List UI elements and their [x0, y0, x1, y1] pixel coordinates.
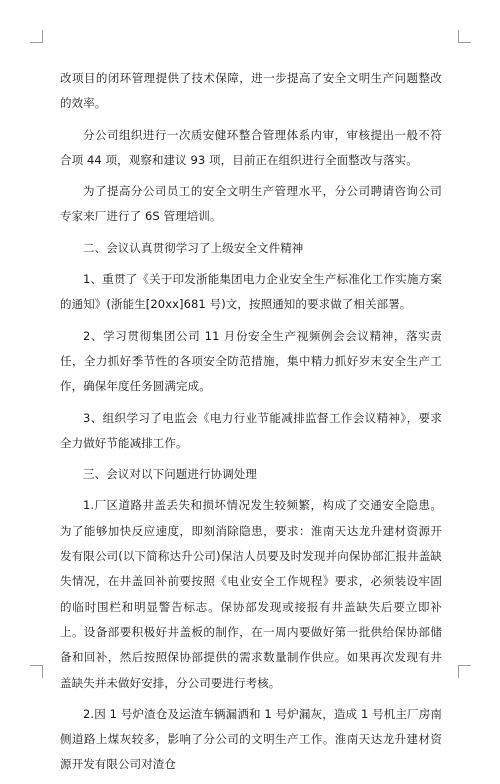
crop-mark-top-left — [30, 30, 43, 43]
paragraph-6s-training: 为了提高分公司员工的安全文明生产管理水平，分公司聘请咨询公司专家来厂进行了 6S 管理培训。 — [60, 184, 442, 224]
paragraph-internal-audit: 分公司组织进行一次质安健环整合管理体系内审，审核提出一般不符合项 44 项，观察和建议 93 项，目前正在组织进行全面整改与落实。 — [60, 127, 442, 167]
paragraph-item-3-1: 1.厂区道路井盖丢失和损坏情况发生较频繁，构成了交通安全隐患。为了能够加快反应速度，即刻消除隐患，要求：淮南天达龙升建材资源开发有限公司(以下简称达升公司)保洁人员要及时发现并向保协部汇报井盖缺失情况，在井盖回补前要按照《电业安全工作规程》要求，必须装设牢固的临时围栏和明显警告标志。保协部发现或接报有井盖缺失后要立即补上。设备部要积极好井盖板的制作，在一周内要做好第一批供给保协部储备和回补，然后按照保协部提供的需求数量制作供应。如果再次发现有井盖缺失并未做好安排，分公司要进行考核。 — [60, 498, 442, 690]
section-heading-3: 三、会议对以下问题进行协调处理 — [83, 467, 257, 482]
crop-mark-top-right — [458, 30, 471, 43]
paragraph-item-2-2: 2、学习贯彻集团公司 11 月份安全生产视频例会会议精神，落实责任，全力抓好季节性的各项安全防范措施，集中精力抓好岁末安全生产工作，确保年度任务圆满完成。 — [60, 328, 442, 394]
crop-mark-bottom-right — [458, 665, 471, 678]
paragraph-item-2-3: 3、组织学习了电监会《电力行业节能减排监督工作会议精神》，要求全力做好节能减排工作。 — [60, 410, 442, 450]
paragraph-item-3-2: 2.因 1 号炉渣仓及运渣车辆漏洒和 1 号炉漏灰，造成 1 号机主厂房南侧道路上煤灰较多，影响了分公司的文明生产工作。淮南天达龙升建材资源开发有限公司对渣仓 — [60, 706, 442, 772]
section-heading-2: 二、会议认真贯彻学习了上级安全文件精神 — [83, 240, 304, 255]
paragraph-continuation: 改项目的闭环管理提供了技术保障，进一步提高了安全文明生产问题整改的效率。 — [60, 71, 442, 111]
document-body — [60, 66, 442, 784]
crop-mark-bottom-left — [30, 665, 43, 678]
paragraph-item-2-1: 1、重贯了《关于印发浙能集团电力企业安全生产标准化工作实施方案的通知》(浙能生[20xx]681 号)文，按照通知的要求做了相关部署。 — [60, 272, 442, 312]
